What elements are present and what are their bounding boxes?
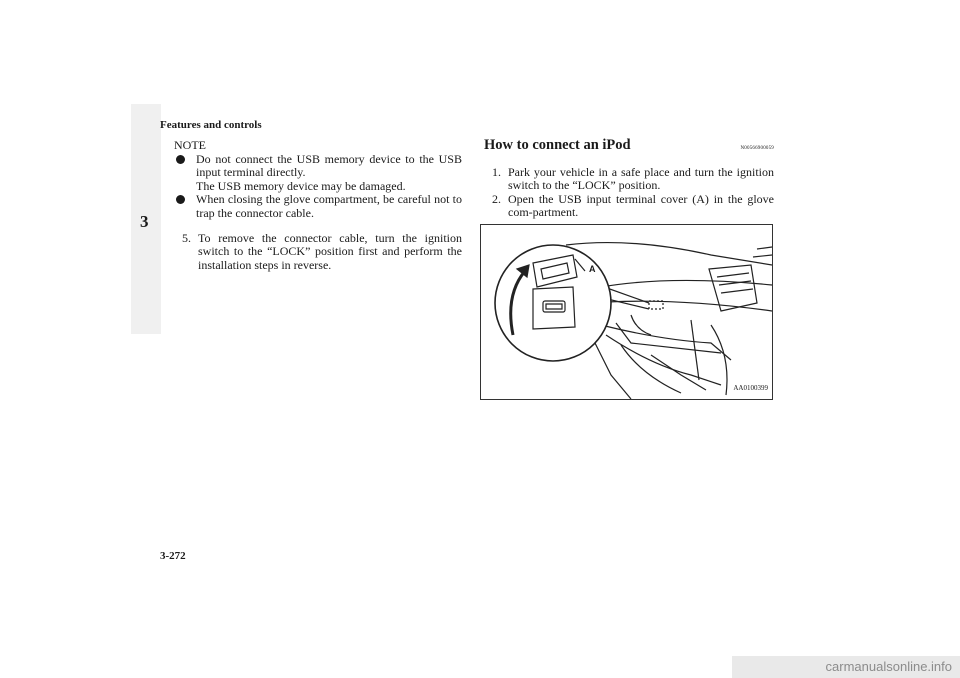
glove-compartment-illustration [480, 224, 773, 400]
step-1-text: Park your vehicle in a safe place and turn the ignition switch to the “LOCK” position. [508, 164, 774, 193]
step-5-number: 5. [182, 230, 191, 245]
step-5 [174, 232, 462, 273]
step-2-number: 2. [492, 191, 501, 206]
callout-a-label: A [589, 263, 596, 274]
right-column [484, 139, 774, 400]
page-number: 3-272 [160, 550, 186, 562]
section-heading-row [484, 139, 774, 156]
step-2 [484, 193, 774, 220]
step-1-number: 1. [492, 164, 501, 179]
note-label: NOTE [174, 138, 206, 152]
watermark-link[interactable]: carmanualsonline.info [732, 656, 960, 678]
illustration-drawing [481, 225, 772, 399]
note-bullet-1-subtext: The USB memory device may be damaged. [196, 178, 406, 193]
step-2-text: Open the USB input terminal cover (A) in the glove com-partment. [508, 191, 774, 220]
note-bullet-1-text: Do not connect the USB memory device to the USB input terminal directly. [196, 151, 462, 180]
chapter-number: 3 [140, 212, 149, 231]
section-code: N00566900059 [740, 146, 774, 151]
page-header-title: Features and controls [160, 119, 262, 131]
step-5-text: To remove the connector cable, turn the ignition switch to the “LOCK” position first and perform the installation steps in reverse. [198, 230, 462, 272]
note-bullet-2-text: When closing the glove compartment, be careful not to trap the connector cable. [196, 192, 462, 220]
bullet-dot-icon [176, 155, 185, 164]
note-bullet-1 [174, 153, 462, 194]
bullet-dot-icon [176, 195, 185, 204]
note-bullet-2 [174, 193, 462, 220]
section-heading: How to connect an iPod [484, 137, 631, 153]
step-1 [484, 166, 774, 193]
left-column [174, 139, 462, 272]
figure-code: AA0100399 [733, 384, 768, 393]
